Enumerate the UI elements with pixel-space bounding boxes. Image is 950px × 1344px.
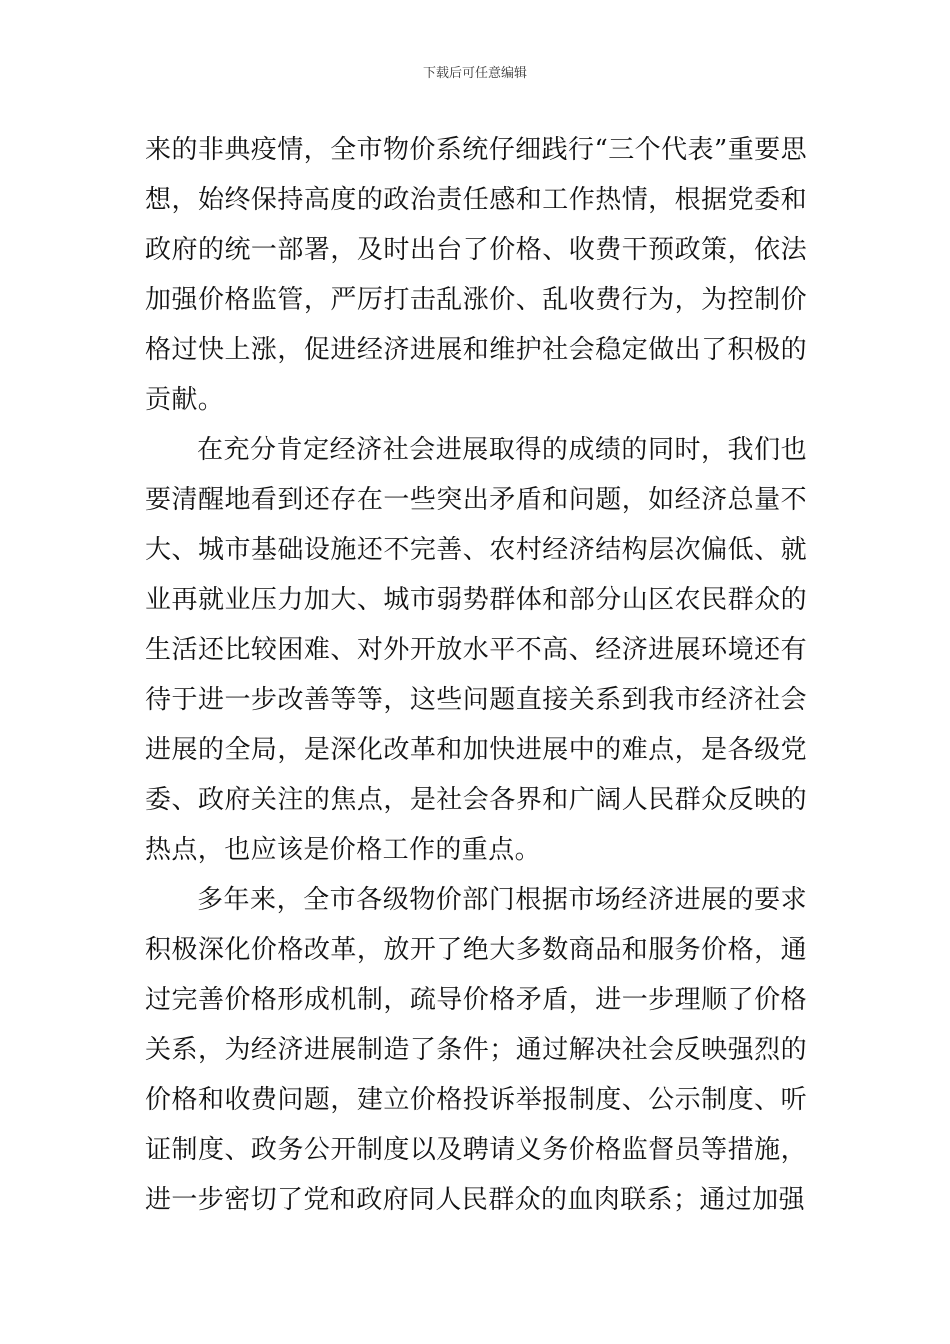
document-body (145, 125, 807, 1225)
paragraph-reform: 多年来，全市各级物价部门根据市场经济进展的要求积极深化价格改革，放开了绝大多数商品和服务价格，通过完善价格形成机制，疏导价格矛盾，进一步理顺了价格关系，为经济进展制造了条件；通过解决社会反映强烈的价格和收费问题，建立价格投诉举报制度、公示制度、听证制度、政务公开制度以及聘请义务价格监督员等措施，进一步密切了党和政府同人民群众的血肉联系；通过加强 (145, 885, 807, 1215)
page-header-note: 下载后可任意编辑 (422, 66, 527, 81)
paragraph-problems: 在充分肯定经济社会进展取得的成绩的同时，我们也要清醒地看到还存在一些突出矛盾和问题，如经济总量不大、城市基础设施还不完善、农村经济结构层次偏低、就业再就业压力加大、城市弱势群体和部分山区农民群众的生活还比较困难、对外开放水平不高、经济进展环境还有待于进一步改善等等，这些问题直接关系到我市经济社会进展的全局，是深化改革和加快进展中的难点，是各级党委、政府关注的焦点，是社会各界和广阔人民群众反映的热点，也应该是价格工作的重点。 (145, 435, 807, 865)
paragraph-continuation: 来的非典疫情，全市物价系统仔细践行“三个代表”重要思想，始终保持高度的政治责任感和工作热情，根据党委和政府的统一部署，及时出台了价格、收费干预政策，依法加强价格监管，严厉打击乱涨价、乱收费行为，为控制价格过快上涨，促进经济进展和维护社会稳定做出了积极的贡献。 (145, 135, 807, 415)
